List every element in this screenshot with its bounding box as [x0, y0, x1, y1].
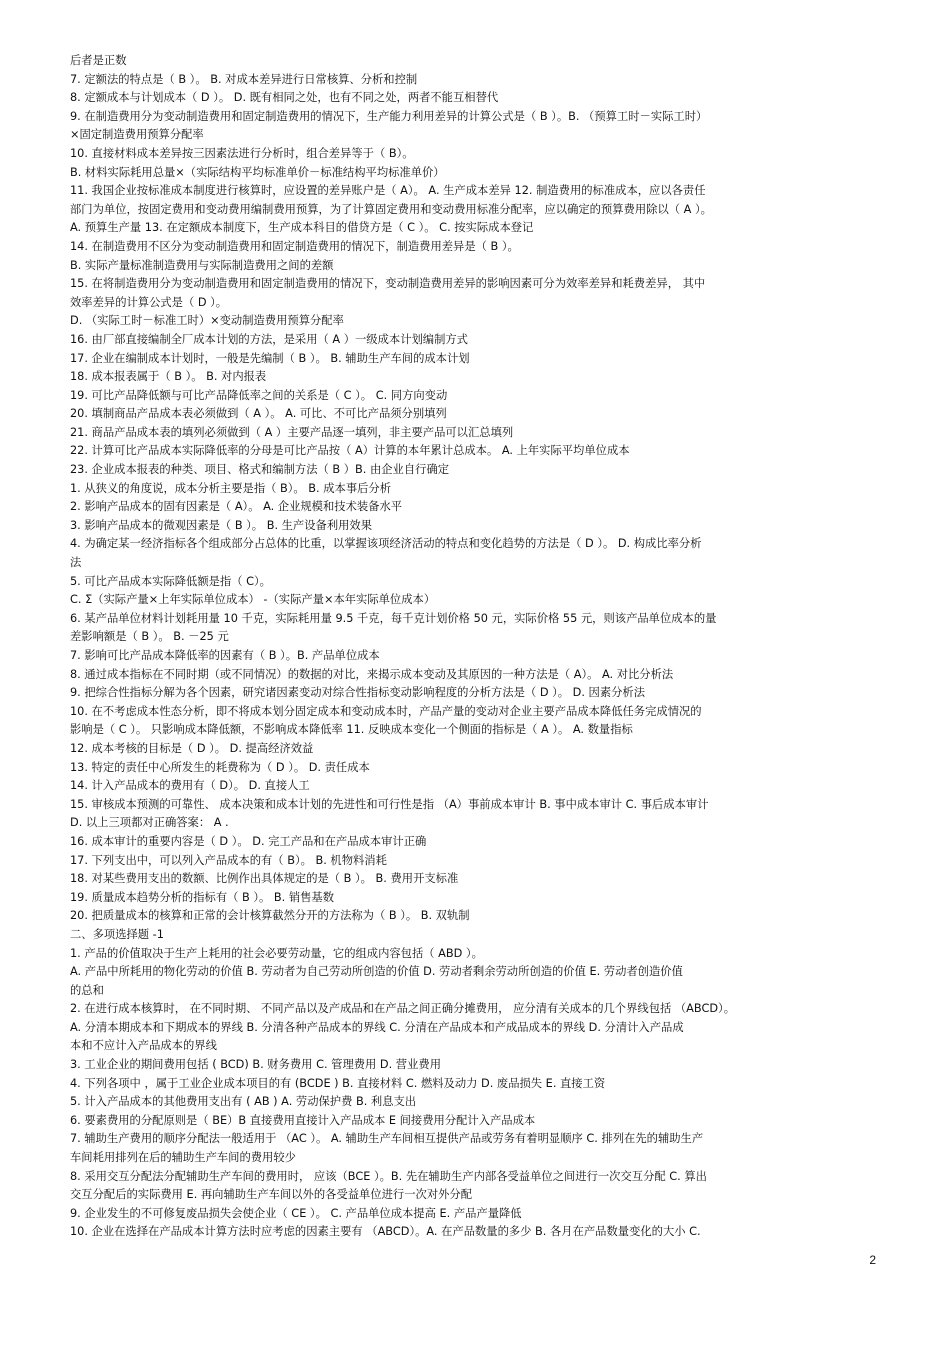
text-line: 3. 影响产品成本的微观因素是（ B ）。 B. 生产设备利用效果 [70, 518, 373, 532]
text-line: 8. 采用交互分配法分配辅助生产车间的费用时， 应该（BCE ）。B. 先在辅助生产内部各受益单位之间进行一次交互分配 C. 算出 [70, 1169, 707, 1183]
text-line: 4. 下列各项中 ，属于工业企业成本项目的有 (BCDE ) B. 直接材料 C. 燃料及动力 D. 废品损失 E. 直接工资 [70, 1076, 606, 1090]
text-line: 10. 直接材料成本差异按三因素法进行分析时，组合差异等于（ B）。 [70, 146, 414, 160]
text-line: 3. 工业企业的期间费用包括 ( BCD) B. 财务费用 C. 管理费用 D. 营业费用 [70, 1058, 441, 1072]
page-number: 2 [869, 1253, 876, 1267]
text-line: 8. 通过成本指标在不同时期（或不同情况）的数据的对比，来揭示成本变动及其原因的一种方法是（ A）。 A. 对比分析法 [70, 667, 674, 681]
text-line: 21. 商品产品成本表的填列必须做到（ A ）主要产品逐一填列，非主要产品可以汇总填列 [70, 425, 514, 439]
text-line: 7. 影响可比产品成本降低率的因素有（ B ）。B. 产品单位成本 [70, 649, 380, 662]
text-line: ×固定制造费用预算分配率 [70, 128, 204, 142]
text-line: 4. 为确定某一经济指标各个组成部分占总体的比重，以掌握该项经济活动的特点和变化趋势的方法是（ D ）。 D. 构成比率分析 [70, 537, 702, 551]
text-line: D. （实际工时－标准工时）×变动制造费用预算分配率 [70, 314, 344, 328]
text-line: 20. 填制商品产品成本表必须做到（ A ）。 A. 可比、不可比产品须分别填列 [70, 407, 447, 421]
text-line: 后者是正数 [70, 54, 127, 67]
text-line: 本和不应计入产品成本的界线 [70, 1039, 217, 1053]
text-line: 13. 特定的责任中心所发生的耗费称为（ D ）。 D. 责任成本 [70, 760, 370, 774]
text-line: 8. 定额成本与计划成本（ D ）。 D. 既有相同之处，也有不同之处，两者不能互相替代 [70, 91, 499, 105]
text-line: 17. 企业在编制成本计划时，一般是先编制（ B ）。 B. 辅助生产车间的成本计划 [70, 351, 470, 365]
text-line: C. Σ（实际产量×上年实际单位成本） -（实际产量×本年实际单位成本） [70, 593, 436, 607]
document-body [70, 52, 880, 1242]
text-line: A. 预算生产量 13. 在定额成本制度下，生产成本科目的借贷方是（ C ）。 C. 按实际成本登记 [70, 221, 534, 235]
text-line: 19. 可比产品降低额与可比产品降低率之间的关系是（ C ）。 C. 同方向变动 [70, 388, 448, 402]
text-line: 17. 下列支出中，可以列入产品成本的有（ B）。 B. 机物料消耗 [70, 853, 387, 867]
text-line: B. 材料实际耗用总量×（实际结构平均标准单价－标准结构平均标准单价） [70, 165, 445, 179]
text-line: 9. 把综合性指标分解为各个因素，研究诸因素变动对综合性指标变动影响程度的分析方法是（ D ）。 D. 因素分析法 [70, 686, 646, 700]
text-line: 16. 由厂部直接编制全厂成本计划的方法，是采用（ A ）一级成本计划编制方式 [70, 332, 468, 346]
text-line: A. 产品中所耗用的物化劳动的价值 B. 劳动者为自己劳动所创造的价值 D. 劳动者剩余劳动所创造的价值 E. 劳动者创造价值 [70, 965, 683, 979]
text-line: B. 实际产量标准制造费用与实际制造费用之间的差额 [70, 258, 334, 272]
text-line: 16. 成本审计的重要内容是（ D ）。 D. 完工产品和在产品成本审计正确 [70, 834, 427, 848]
text-line: 15. 在将制造费用分为变动制造费用和固定制造费用的情况下，变动制造费用差异的影响因素可分为效率差异和耗费差异， 其中 [70, 277, 706, 291]
text-line: D. 以上三项都对正确答案： A . [70, 816, 229, 830]
text-line: 影响是（ C ）。 只影响成本降低额，不影响成本降低率 11. 反映成本变化一个侧面的指标是（ A ）。 A. 数量指标 [70, 723, 633, 737]
text-line: 2. 在进行成本核算时， 在不同时期、 不同产品以及产成品和在产品之间正确分摊费用， 应分清有关成本的几个界线包括 （ABCD）。 [70, 1002, 735, 1016]
text-line: 2. 影响产品成本的固有因素是（ A）。 A. 企业规模和技术装备水平 [70, 500, 403, 514]
text-line: 22. 计算可比产品成本实际降低率的分母是可比产品按（ A）计算的本年累计总成本。 A. 上年实际平均单位成本 [70, 444, 630, 458]
text-line: 交互分配后的实际费用 E. 再向辅助生产车间以外的各受益单位进行一次对外分配 [70, 1188, 473, 1202]
text-line: 部门为单位，按固定费用和变动费用编制费用预算，为了计算固定费用和变动费用标准分配率，应以确定的预算费用除以（ A ）。 [70, 202, 712, 216]
text-line: 20. 把质量成本的核算和正常的会计核算截然分开的方法称为（ B ）。 B. 双轨制 [70, 909, 470, 923]
text-line: 11. 我国企业按标准成本制度进行核算时，应设置的差异账户是（ A）。 A. 生产成本差异 12. 制造费用的标准成本，应以各责任 [70, 184, 706, 198]
text-line: 14. 在制造费用不区分为变动制造费用和固定制造费用的情况下，制造费用差异是（ B ）。 [70, 239, 519, 253]
text-line: 5. 计入产品成本的其他费用支出有 ( AB ) A. 劳动保护费 B. 利息支出 [70, 1095, 417, 1109]
text-line: 19. 质量成本趋势分析的指标有（ B ）。 B. 销售基数 [70, 890, 335, 904]
text-line: 15. 审核成本预测的可靠性、 成本决策和成本计划的先进性和可行性是指 （A）事前成本审计 B. 事中成本审计 C. 事后成本审计 [70, 797, 709, 811]
text-line: 14. 计入产品成本的费用有（ D）。 D. 直接人工 [70, 779, 310, 793]
text-line: 10. 企业在选择在产品成本计算方法时应考虑的因素主要有 （ABCD）。A. 在产品数量的多少 B. 各月在产品数量变化的大小 C. [70, 1225, 701, 1239]
text-line: 5. 可比产品成本实际降低额是指（ C）。 [70, 574, 271, 588]
text-line: 7. 定额法的特点是（ B ）。 B. 对成本差异进行日常核算、分析和控制 [70, 72, 418, 86]
text-line: 1. 产品的价值取决于生产上耗用的社会必要劳动量，它的组成内容包括（ ABD ）。 [70, 946, 483, 960]
text-line: 23. 企业成本报表的种类、项目、格式和编制方法（ B ）B. 由企业自行确定 [70, 463, 450, 477]
text-line: 二、多项选择题 -1 [70, 927, 164, 941]
text-line: 12. 成本考核的目标是（ D ）。 D. 提高经济效益 [70, 741, 314, 755]
text-line: A. 分清本期成本和下期成本的界线 B. 分清各种产品成本的界线 C. 分清在产品成本和产成品成本的界线 D. 分清计入产品成 [70, 1020, 684, 1034]
text-line: 18. 对某些费用支出的数额、比例作出具体规定的是（ B ）。 B. 费用开支标准 [70, 872, 459, 886]
text-line: 差影响额是（ B ）。 B. －25 元 [70, 630, 229, 644]
text-line: 9. 在制造费用分为变动制造费用和固定制造费用的情况下，生产能力利用差异的计算公式是（ B ）。B. （预算工时－实际工时） [70, 109, 708, 123]
text-line: 7. 辅助生产费用的顺序分配法一般适用于 （AC ）。 A. 辅助生产车间相互提供产品或劳务有着明显顺序 C. 排列在先的辅助生产 [70, 1132, 704, 1146]
text-line: 6. 某产品单位材料计划耗用量 10 千克，实际耗用量 9.5 千克，每千克计划价格 50 元，实际价格 55 元，则该产品单位成本的量 [70, 611, 717, 625]
text-line: 1. 从狭义的角度说，成本分析主要是指（ B）。 B. 成本事后分析 [70, 481, 392, 495]
text-line: 6. 要素费用的分配原则是（ BE）B 直接费用直接计入产品成本 E 间接费用分配计入产品成本 [70, 1113, 536, 1127]
text-line: 法 [70, 556, 82, 570]
text-line: 9. 企业发生的不可修复废品损失会使企业（ CE ）。 C. 产品单位成本提高 E. 产品产量降低 [70, 1206, 522, 1220]
text-line: 的总和 [70, 983, 104, 997]
text-line: 10. 在不考虑成本性态分析，即不将成本划分固定成本和变动成本时，产品产量的变动对企业主要产品成本降低任务完成情况的 [70, 704, 702, 718]
text-line: 效率差异的计算公式是（ D ）。 [70, 295, 228, 309]
text-line: 车间耗用排列在后的辅助生产车间的费用较少 [70, 1151, 296, 1165]
text-line: 18. 成本报表属于（ B ）。 B. 对内报表 [70, 370, 267, 384]
